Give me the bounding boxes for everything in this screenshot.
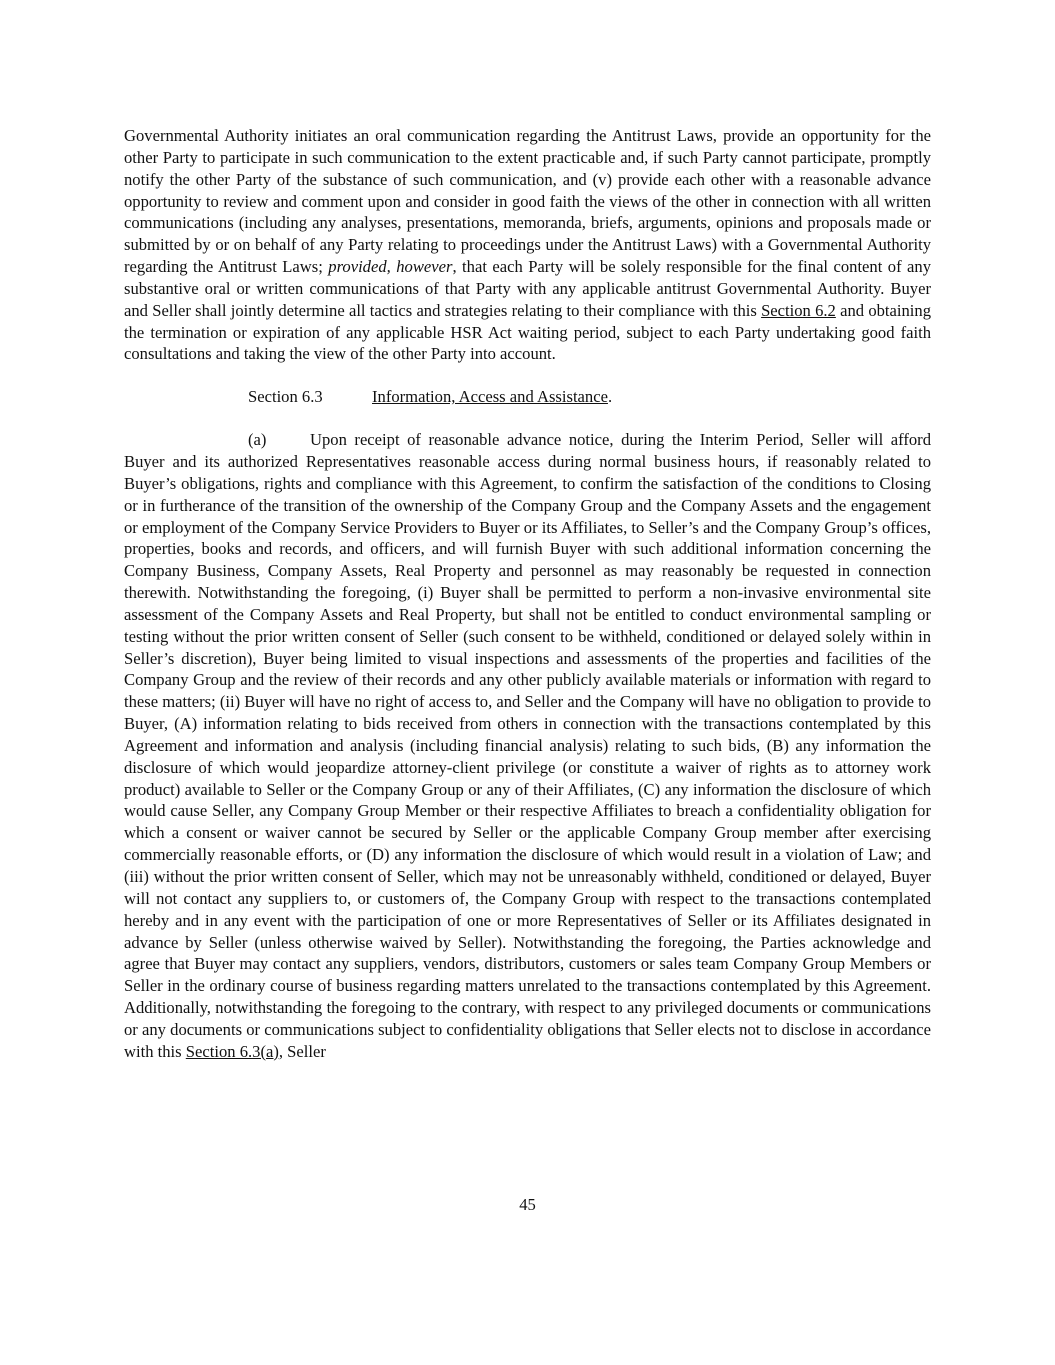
section-title-period: . xyxy=(607,387,613,407)
section-heading xyxy=(124,386,931,408)
paragraph-text: Governmental Authority initiates an oral communication regarding the Antitrust Laws, provide an opportunity for the other Party to participate in such communication to the extent practicable and, if such Party cannot participate, promptly notify the other Party of the substance of such communication, and (v) provide each other with a reasonable advance opportunity to review and comment upon and consider in good faith the views of the other in connection with all written communications (including any analyses, presentations, memoranda, briefs, arguments, opinions and proposals made or submitted by or on behalf of any Party relating to proceedings under the Antitrust Laws) with a Governmental Authority regarding the Antitrust Laws; xyxy=(124,126,931,277)
page-number: 45 xyxy=(519,1195,536,1214)
continuation-paragraph xyxy=(124,125,931,365)
section-reference: Section 6.2 xyxy=(761,300,836,320)
emphasis-text: provided, however xyxy=(328,257,453,277)
paragraph-text: Upon receipt of reasonable advance notice, during the Interim Period, Seller will afford Buyer and its authorized Representatives reasonable access during normal business hours, if reasonably related to Buyer’s obligations, rights and compliance with this Agreement, to confirm the satisfaction of the conditions to Closing or in furtherance of the transition of the ownership of the Company Group and the Company Assets and the engagement or employment of the Company Service Providers to Buyer or its Affiliates, to Seller’s and the Company Group’s offices, properties, books and records, and officers, and will furnish Buyer with such additional information concerning the Company Business, Company Assets, Real Property and personnel as may reasonably be requested in connection therewith. Notwithstanding the foregoing, (i) Buyer shall be permitted to perform a non-invasive environmental site assessment of the Company Assets and Real Property, but shall not be entitled to conduct environmental sampling or testing without the prior written consent of Seller (such consent to be withheld, conditioned or delayed solely within in Seller’s discretion), Buyer being limited to visual inspections and assessments of the properties and facilities of the Company Group and the review of their records and any other publicly available materials or information with regard to these matters; (ii) Buyer will have no right of access to, and Seller and the Company will have no obligation to provide to Buyer, (A) information relating to bids received from others in connection with the transactions contemplated by this Agreement and information and analysis (including financial analysis) relating to such bids, (B) any information the disclosure of which would jeopardize attorney-client privilege (or constitute a waiver of rights as to attorney work product) available to Seller or the Company Group or any of their Affiliates, (C) any information the disclosure of which would cause Seller, any Company Group Member or their respective Affiliates to breach a confidentiality obligation for which a consent or waiver cannot be secured by Seller or the applicable Company Group member after exercising commercially reasonable efforts, or (D) any information the disclosure of which would result in a violation of Law; and (iii) without the prior written consent of Seller, which may not be unreasonably withheld, conditioned or delayed, Buyer will not contact any suppliers to, or customers of, the Company Group with respect to the transactions contemplated hereby and in any event with the participation of one or more Representatives of Seller or its Affiliates designated in advance by Seller (unless otherwise waived by Seller). Notwithstanding the foregoing, the Parties acknowledge and agree that Buyer may contact any suppliers, vendors, distributors, customers or sales team Company Group Members or Seller in the ordinary course of business regarding matters unrelated to the transactions contemplated by this Agreement. Additionally, notwithstanding the foregoing to the contrary, with respect to any privileged documents or communications or any documents or communications subject to confidentiality obligations that Seller elects not to disclose in accordance with this xyxy=(124,430,931,1061)
section-number: Section 6.3 xyxy=(248,387,323,407)
paragraph-text: , that each Party will be solely responsible for the final content of any substantive oral or written communications of that Party with any applicable antitrust Governmental Authority. Buyer and Seller shall jointly determine all tactics and strategies relating to their compliance with this xyxy=(124,257,931,320)
section-title: Information, Access and Assistance xyxy=(372,387,608,407)
document-page xyxy=(124,125,931,1063)
subsection-a-paragraph xyxy=(124,429,931,1062)
clause-label: (a) xyxy=(248,430,267,450)
section-reference: Section 6.3(a) xyxy=(185,1041,279,1061)
paragraph-text: and obtaining the termination or expiration of any applicable HSR Act waiting period, subject to each Party undertaking good faith consultations and taking the view of the other Party into account. xyxy=(124,300,932,364)
paragraph-text: , Seller xyxy=(278,1041,326,1061)
